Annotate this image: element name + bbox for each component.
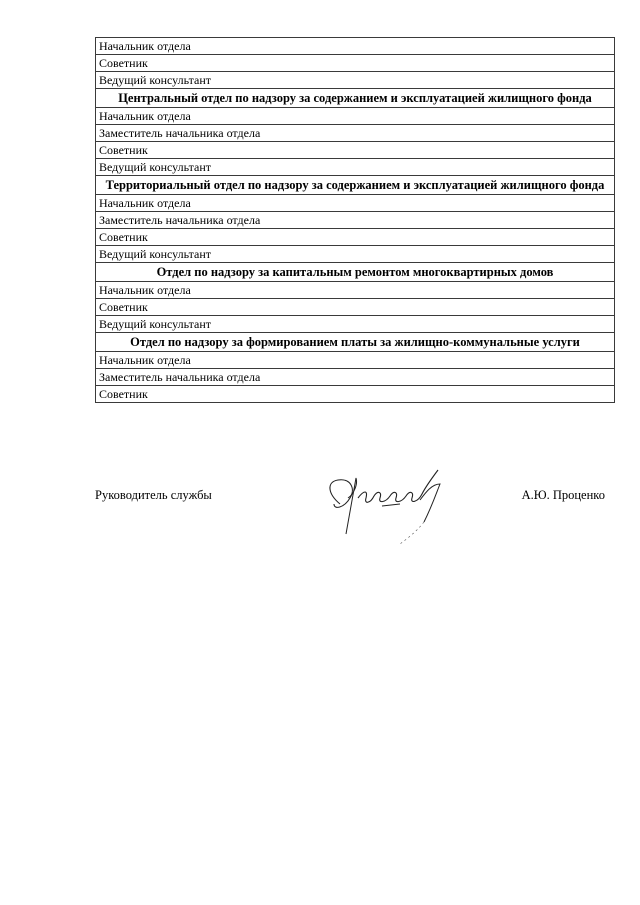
position-title: Советник xyxy=(96,386,615,403)
department-header-row xyxy=(96,263,615,282)
position-row xyxy=(96,369,615,386)
position-row xyxy=(96,246,615,263)
signatory-title: Руководитель службы xyxy=(95,488,212,502)
position-row xyxy=(96,229,615,246)
position-row xyxy=(96,212,615,229)
position-title: Начальник отдела xyxy=(96,38,615,55)
position-row xyxy=(96,352,615,369)
department-name: Отдел по надзору за капитальным ремонтом многоквартирных домов xyxy=(96,263,615,282)
positions-table xyxy=(95,37,615,403)
position-row xyxy=(96,316,615,333)
position-title: Советник xyxy=(96,299,615,316)
position-title: Ведущий консультант xyxy=(96,316,615,333)
position-row xyxy=(96,386,615,403)
department-header-row xyxy=(96,176,615,195)
signature-block xyxy=(95,484,615,544)
department-header-row xyxy=(96,89,615,108)
position-row xyxy=(96,125,615,142)
position-row xyxy=(96,55,615,72)
position-row xyxy=(96,108,615,125)
position-title: Заместитель начальника отдела xyxy=(96,369,615,386)
position-row xyxy=(96,282,615,299)
position-title: Начальник отдела xyxy=(96,282,615,299)
position-title: Ведущий консультант xyxy=(96,72,615,89)
position-row xyxy=(96,159,615,176)
position-row xyxy=(96,299,615,316)
position-title: Ведущий консультант xyxy=(96,159,615,176)
position-title: Начальник отдела xyxy=(96,108,615,125)
position-title: Ведущий консультант xyxy=(96,246,615,263)
department-name: Территориальный отдел по надзору за содержанием и эксплуатацией жилищного фонда xyxy=(96,176,615,195)
position-title: Заместитель начальника отдела xyxy=(96,125,615,142)
position-title: Начальник отдела xyxy=(96,195,615,212)
positions-table-body xyxy=(96,38,615,403)
position-title: Советник xyxy=(96,142,615,159)
department-name: Отдел по надзору за формированием платы за жилищно-коммунальные услуги xyxy=(96,333,615,352)
department-header-row xyxy=(96,333,615,352)
position-title: Советник xyxy=(96,229,615,246)
position-row xyxy=(96,72,615,89)
signatory-name: А.Ю. Проценко xyxy=(521,488,605,502)
position-title: Советник xyxy=(96,55,615,72)
position-title: Начальник отдела xyxy=(96,352,615,369)
position-row xyxy=(96,195,615,212)
position-row xyxy=(96,142,615,159)
department-name: Центральный отдел по надзору за содержанием и эксплуатацией жилищного фонда xyxy=(96,89,615,108)
position-row xyxy=(96,38,615,55)
handwritten-signature xyxy=(320,464,480,554)
position-title: Заместитель начальника отдела xyxy=(96,212,615,229)
